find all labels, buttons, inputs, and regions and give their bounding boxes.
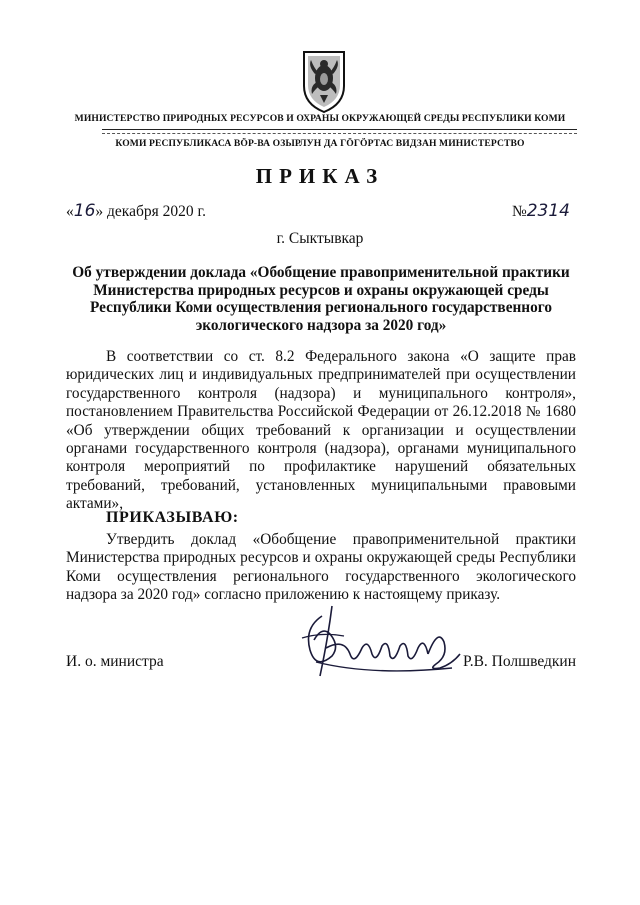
document-type-heading: ПРИКАЗ <box>255 164 385 188</box>
order-number <box>512 201 570 221</box>
order-date <box>66 201 206 221</box>
order-paragraph: Утвердить доклад «Обобщение правоприменительной практики Министерства природных ресурсов и охраны окружающей среды Республики Коми осуществления регионального государственного экологического надзора за 2020 год» согласно приложению к настоящему приказу. <box>66 531 576 604</box>
city-line: г. Сыктывкар <box>276 230 364 247</box>
date-open-quote: « <box>66 203 74 220</box>
preamble-paragraph: В соответствии со ст. 8.2 Федерального закона «О защите прав юридических лиц и индивидуальных предпринимателей при осуществлении государственного контроля (надзора) и муниципального контроля», постановлением Правительства Российской Федерации от 26.12.2018 № 1680 «Об утверждении общих требований к организации и осуществлении органами государственного контроля (надзора), органами муниципального контроля мероприятий по профилактике нарушений обязательных требований, требований, установленных муниципальными правовыми актами», <box>66 348 576 513</box>
signatory-name: Р.В. Полшведкин <box>463 653 576 670</box>
handwritten-signature <box>292 598 468 690</box>
header-divider-dashed <box>102 133 577 134</box>
order-heading: ПРИКАЗЫВАЮ: <box>106 509 239 526</box>
number-prefix: № <box>511 203 527 220</box>
order-subject: Об утверждении доклада «Обобщение правоприменительной практики Министерства природных ресурсов и охраны окружающей среды Республики Коми осуществления регионального государственного экологического надзора за 2020 год» <box>72 264 570 334</box>
ministry-name-komi: КОМИ РЕСПУБЛИКАСА ВӦР-ВА ОЗЫРЛУН ДА ГӦГӦРТАС ВИДЗАН МИНИСТЕРСТВО <box>115 138 525 149</box>
order-number-handwritten: 2314 <box>526 201 570 221</box>
signatory-position: И. о. министра <box>66 653 164 670</box>
coat-of-arms-emblem <box>300 48 348 114</box>
date-day-handwritten: 16 <box>73 201 96 221</box>
ministry-name-russian: МИНИСТЕРСТВО ПРИРОДНЫХ РЕСУРСОВ И ОХРАНЫ ОКРУЖАЮЩЕЙ СРЕДЫ РЕСПУБЛИКИ КОМИ <box>74 113 566 124</box>
header-divider <box>102 129 577 130</box>
date-month-year: » декабря 2020 г. <box>95 203 206 220</box>
